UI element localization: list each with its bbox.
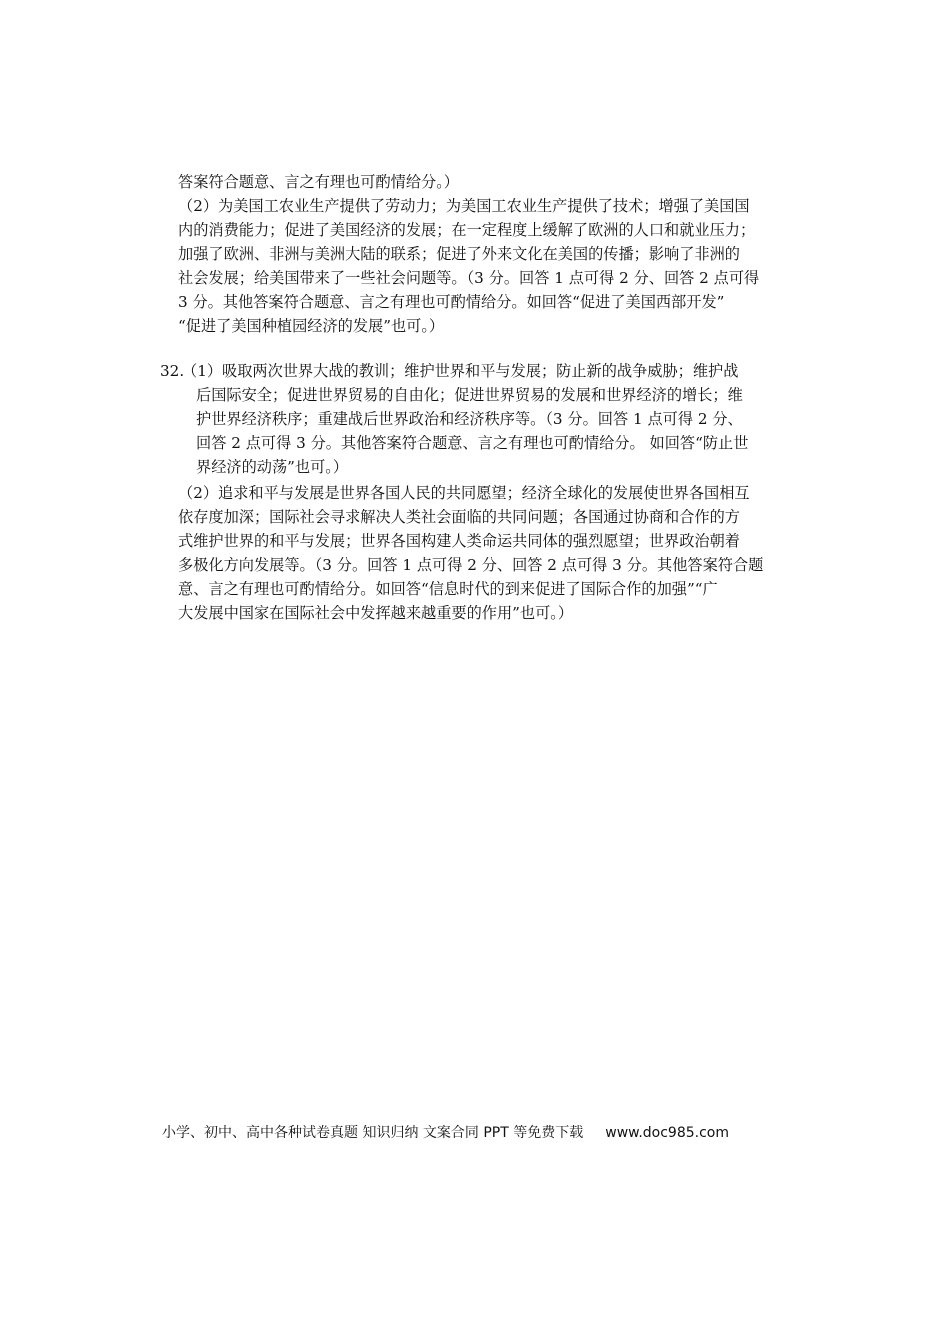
answer-line: 式维护世界的和平与发展；世界各国构建人类命运共同体的强烈愿望；世界政治朝着 (178, 532, 740, 550)
answer-line: 界经济的动荡”也可。） (196, 458, 349, 476)
q31-part1-tail: 答案符合题意、言之有理也可酌情给分。） (178, 173, 459, 191)
answer-line: （2）为美国工农业生产提供了劳动力；为美国工农业生产提供了技术；增强了美国国 (178, 197, 750, 215)
answer-line: （1）吸取两次世界大战的教训；维护世界和平与发展；防止新的战争威胁；维护战 (182, 362, 739, 380)
footer-text: 小学、初中、高中各种试卷真题 知识归纳 文案合同 PPT 等免费下载 (162, 1125, 584, 1141)
answer-line: 加强了欧洲、非洲与美洲大陆的联系；促进了外来文化在美国的传播；影响了非洲的 (178, 245, 740, 263)
answer-line: “促进了美国种植园经济的发展”也可。） (178, 317, 445, 335)
answer-line: （2）追求和平与发展是世界各国人民的共同愿望；经济全球化的发展使世界各国相互 (178, 484, 750, 502)
answer-line: 回答 2 点可得 3 分。其他答案符合题意、言之有理也可酌情给分。 如回答“防止世 (196, 434, 749, 452)
answer-line: 内的消费能力；促进了美国经济的发展；在一定程度上缓解了欧洲的人口和就业压力； (178, 221, 756, 239)
question-number-32: 32. (160, 362, 185, 380)
page-footer (162, 1123, 729, 1143)
answer-line: 社会发展；给美国带来了一些社会问题等。（3 分。回答 1 点可得 2 分、回答 2 点可得 (178, 269, 760, 287)
answer-line: 依存度加深；国际社会寻求解决人类社会面临的共同问题；各国通过协商和合作的方 (178, 508, 740, 526)
answer-line: 大发展中国家在国际社会中发挥越来越重要的作用”也可。） (178, 604, 574, 622)
answer-line: 意、言之有理也可酌情给分。如回答“信息时代的到来促进了国际合作的加强”“广 (178, 580, 718, 598)
answer-line: 3 分。其他答案符合题意、言之有理也可酌情给分。如回答“促进了美国西部开发” (178, 293, 725, 311)
footer-url[interactable]: www.doc985.com (605, 1125, 729, 1141)
answer-line: 护世界经济秩序；重建战后世界政治和经济秩序等。（3 分。回答 1 点可得 2 分、 (196, 410, 743, 428)
answer-line: 多极化方向发展等。（3 分。回答 1 点可得 2 分、回答 2 点可得 3 分。其他答案符合题 (178, 556, 764, 574)
answer-line: 后国际安全；促进世界贸易的自由化；促进世界贸易的发展和世界经济的增长；维 (196, 386, 743, 404)
